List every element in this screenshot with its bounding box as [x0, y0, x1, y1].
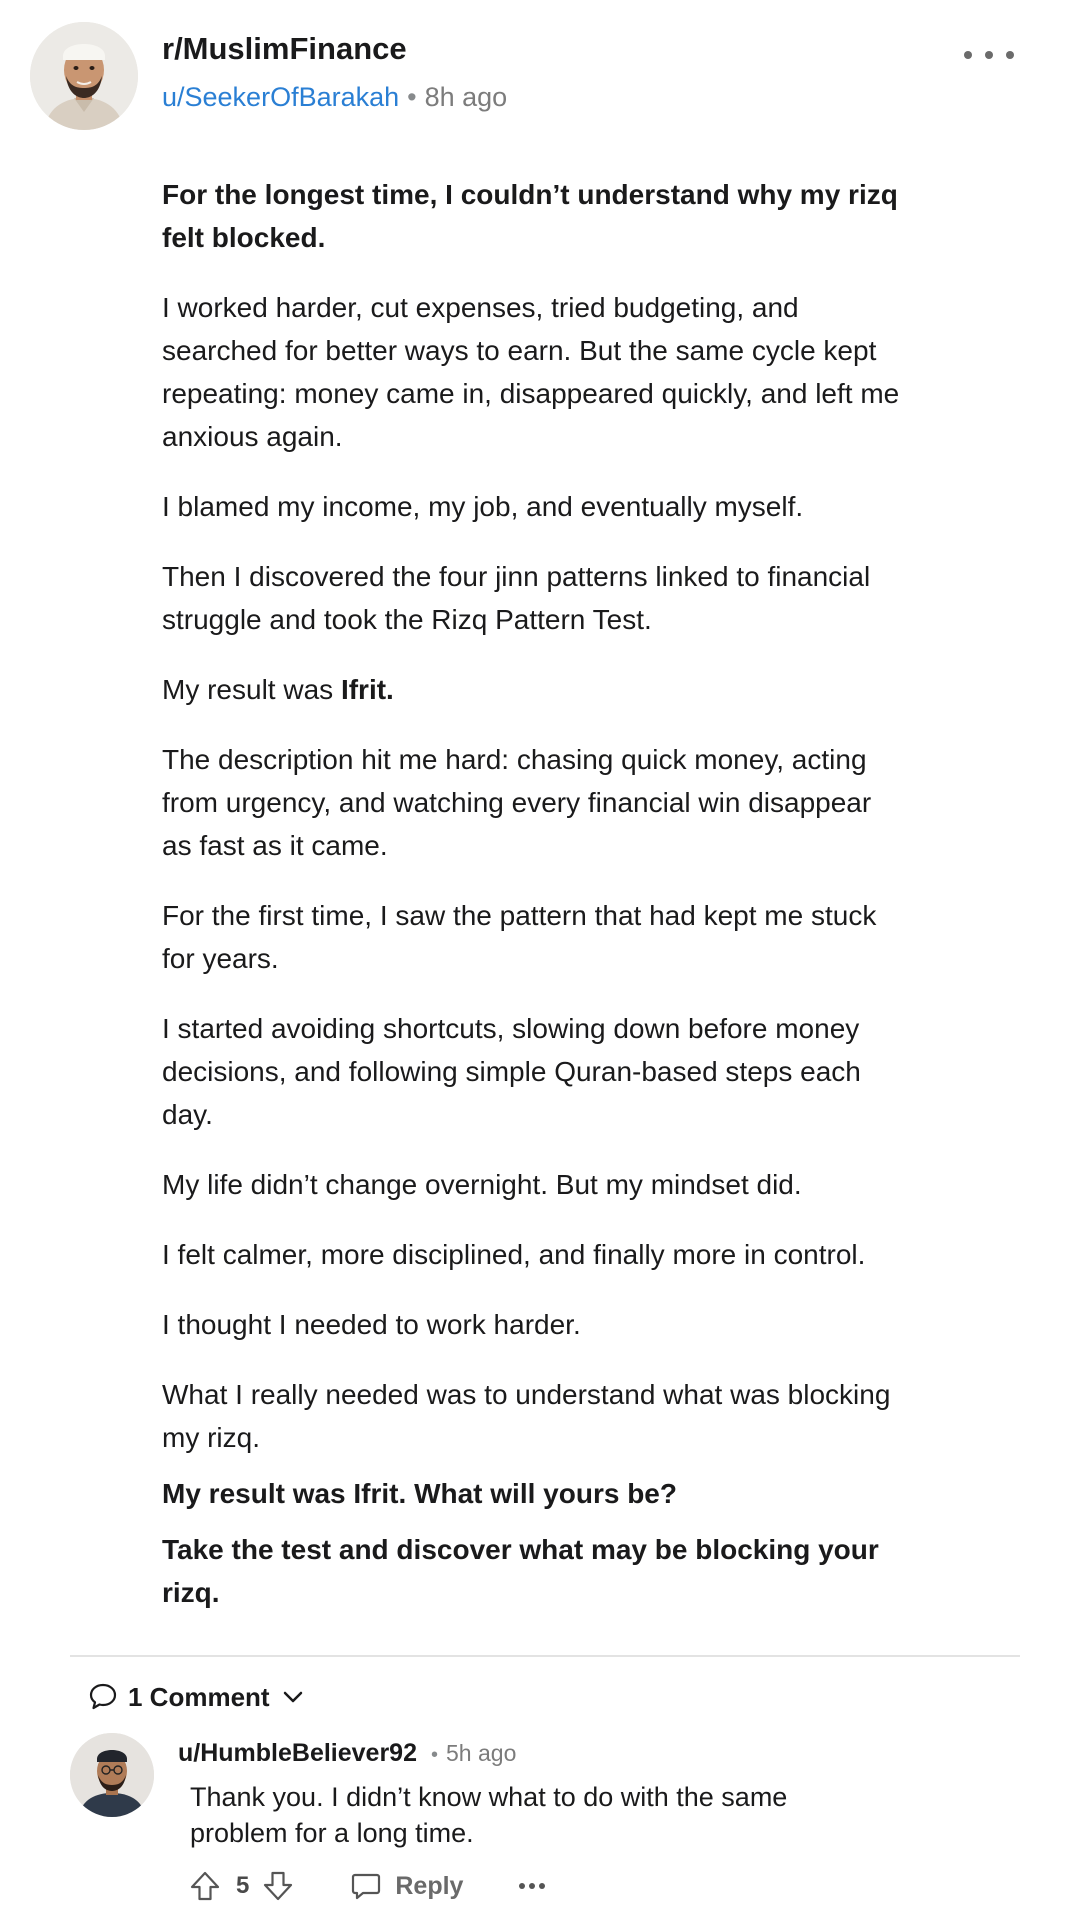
- chevron-down-icon: [280, 1684, 306, 1710]
- post-paragraph: I thought I needed to work harder.: [162, 1309, 581, 1340]
- more-options-icon[interactable]: [964, 38, 1014, 72]
- more-dot: [964, 51, 972, 59]
- reply-button[interactable]: [349, 1869, 463, 1903]
- more-horizontal-icon[interactable]: [519, 1883, 545, 1889]
- post-paragraph: I blamed my income, my job, and eventually myself.: [162, 491, 804, 522]
- post-paragraph: My life didn’t change overnight. But my mindset did.: [162, 1169, 802, 1200]
- more-dot: [519, 1883, 525, 1889]
- comment-actions: [188, 1866, 545, 1906]
- post-paragraph: I worked harder, cut expenses, tried budgeting, and searched for better ways to earn. But the same cycle kept repeating: money came in, disappeared quickly, and left me anxious again.: [162, 292, 900, 452]
- post-body: [162, 173, 902, 1641]
- post-paragraph: For the first time, I saw the pattern that had kept me stuck for years.: [162, 900, 877, 974]
- downvote-arrow-icon[interactable]: [261, 1869, 295, 1903]
- more-dot: [985, 51, 993, 59]
- post-paragraph: What I really needed was to understand what was blocking my rizq.: [162, 1379, 891, 1453]
- post-author-link[interactable]: u/SeekerOfBarakah: [162, 82, 400, 112]
- upvote-arrow-icon[interactable]: [188, 1869, 222, 1903]
- more-dot: [539, 1883, 545, 1889]
- more-dot: [529, 1883, 535, 1889]
- result-prefix: My result was: [162, 674, 341, 705]
- subreddit-name[interactable]: r/MuslimFinance: [162, 31, 407, 66]
- commenter-avatar[interactable]: [70, 1733, 154, 1817]
- post-cta: Take the test and discover what may be blocking your rizq.: [162, 1534, 879, 1608]
- post-header: [0, 0, 1080, 150]
- comment-timestamp: 5h ago: [446, 1740, 517, 1766]
- post-paragraph: I started avoiding shortcuts, slowing down before money decisions, and following simple Quran-based steps each day.: [162, 1013, 861, 1130]
- author-avatar[interactable]: [30, 22, 138, 130]
- post-callout: My result was Ifrit. What will yours be?: [162, 1478, 677, 1509]
- post-meta: [162, 80, 507, 114]
- comment-meta: [178, 1736, 516, 1772]
- comment-author-link[interactable]: u/HumbleBeliever92: [178, 1739, 417, 1767]
- speech-bubble-icon: [88, 1682, 118, 1712]
- meta-separator: •: [407, 82, 417, 112]
- comment-text: Thank you. I didn’t know what to do with the same problem for a long time.: [190, 1782, 788, 1848]
- post-paragraph: Then I discovered the four jinn patterns linked to financial struggle and took the Rizq Pattern Test.: [162, 561, 871, 635]
- post-paragraph: The description hit me hard: chasing quick money, acting from urgency, and watching every financial win disappear as fast as it came.: [162, 744, 872, 861]
- meta-separator: •: [431, 1744, 439, 1766]
- result-value: Ifrit.: [340, 674, 394, 705]
- author-avatar-image: [30, 22, 138, 130]
- speech-bubble-icon: [349, 1869, 383, 1903]
- reply-label: Reply: [395, 1871, 464, 1900]
- comment-count-label: 1 Comment: [128, 1681, 270, 1712]
- post-paragraph: [162, 668, 902, 711]
- post-headline: For the longest time, I couldn’t understand why my rizq felt blocked.: [162, 179, 898, 253]
- comment-score: 5: [236, 1872, 250, 1899]
- comments-toggle-button[interactable]: [88, 1677, 306, 1717]
- commenter-avatar-image: [70, 1733, 154, 1817]
- more-dot: [1006, 51, 1014, 59]
- section-divider: [70, 1655, 1020, 1657]
- post-timestamp: 8h ago: [424, 82, 508, 112]
- post-paragraph: I felt calmer, more disciplined, and finally more in control.: [162, 1239, 866, 1270]
